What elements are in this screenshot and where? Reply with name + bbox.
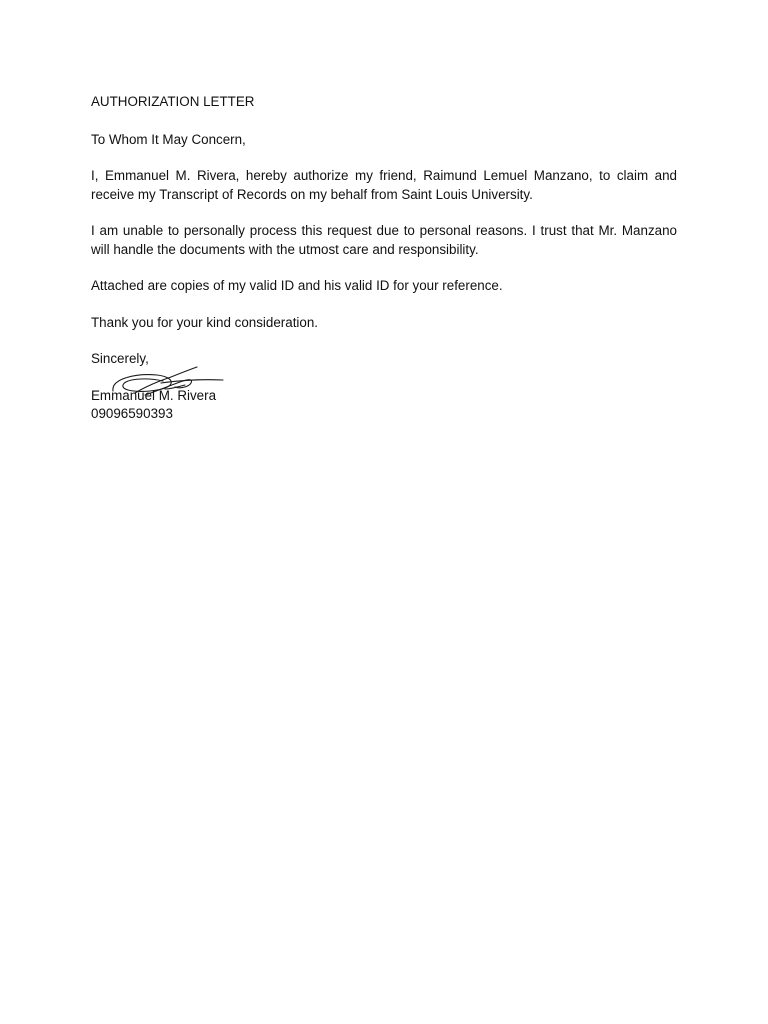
signer-phone: 09096590393 [91,406,173,421]
letter-paragraph-reason: I am unable to personally process this request due to personal reasons. I trust that Mr. Manzano will handle the documents with the utmost care and responsibility. [91,223,677,257]
letter-salutation: To Whom It May Concern, [91,131,246,147]
signer-name: Emmanuel M. Rivera [91,387,217,403]
letter-paragraph-authorization: I, Emmanuel M. Rivera, hereby authorize my friend, Raimund Lemuel Manzano, to claim and receive my Transcript of Records on my behalf from Saint Louis University. [91,168,677,202]
letter-closing-line: Thank you for your kind consideration. [91,314,319,330]
authorization-letter [91,93,677,424]
signature-block [91,387,677,424]
letter-title: AUTHORIZATION LETTER [91,94,255,109]
letter-paragraph-attachments: Attached are copies of my valid ID and his valid ID for your reference. [91,278,503,293]
letter-sign-off: Sincerely, [91,351,149,366]
